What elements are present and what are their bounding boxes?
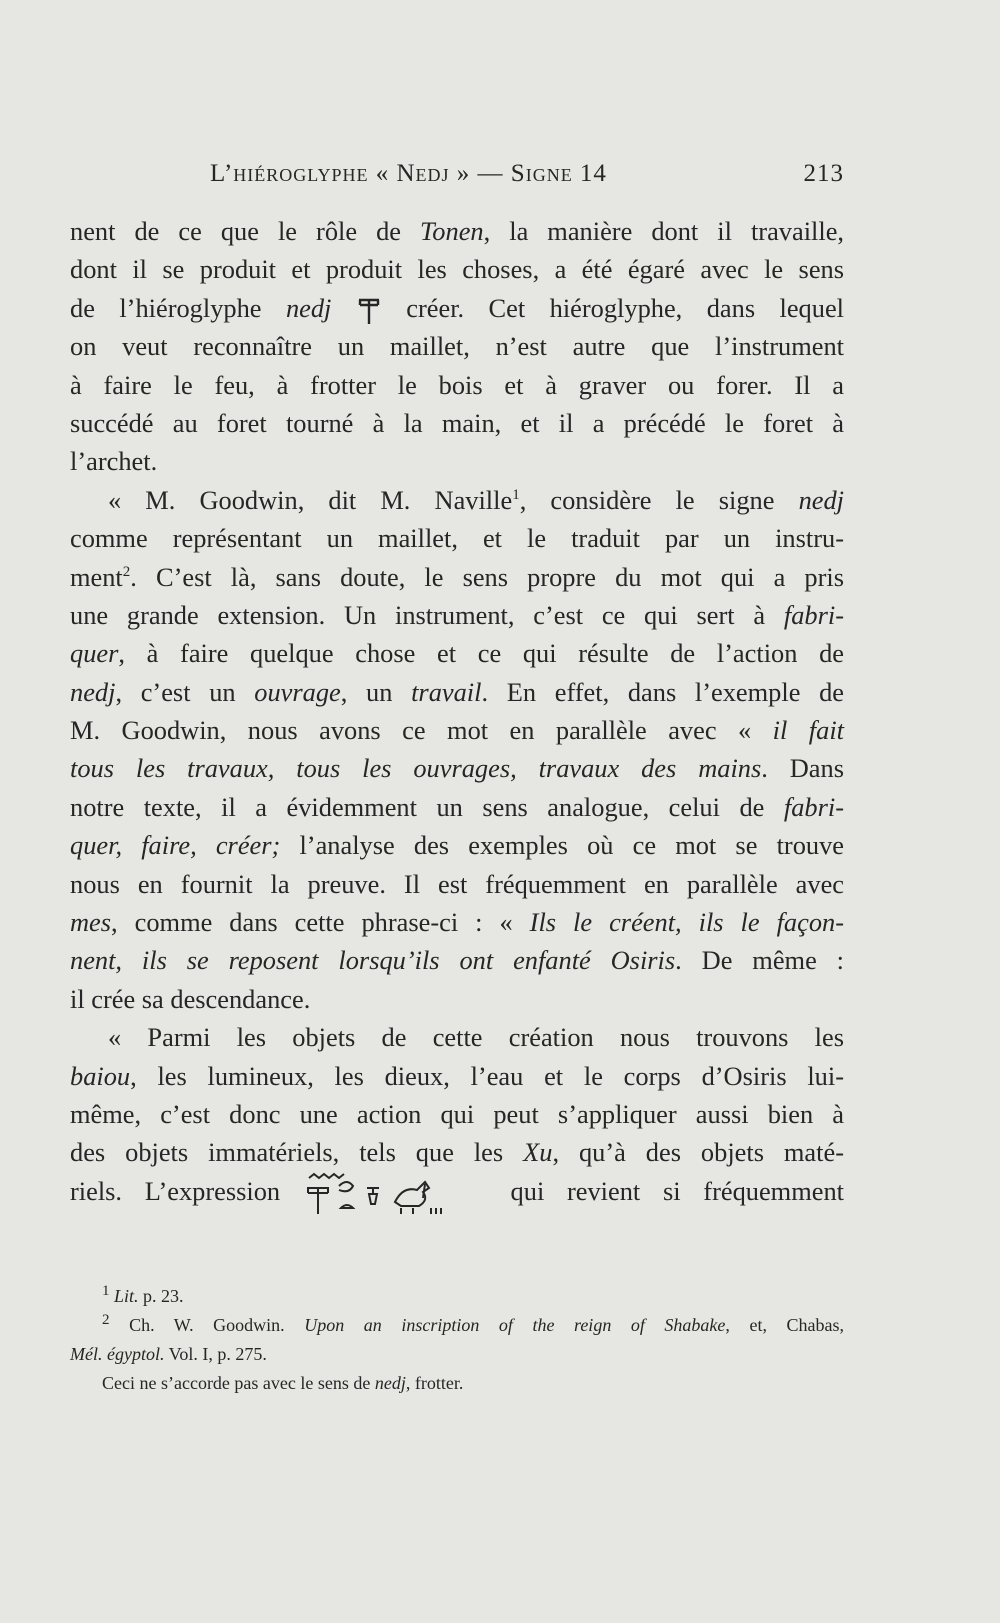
text-line: à faire le feu, à frotter le bois et à graver ou forer. Il a <box>70 369 844 400</box>
page-number: 213 <box>803 160 844 187</box>
text-line: succédé au foret tourné à la main, et il a précédé le foret à <box>70 407 844 438</box>
text-line: nedj, c’est un ouvrage, un travail. En effet, dans l’exemple de <box>70 676 844 707</box>
footnotes <box>70 1282 844 1398</box>
text-line: il crée sa descendance. <box>70 983 311 1014</box>
footnote-ref: 1 <box>512 486 520 503</box>
text-line: « M. Goodwin, dit M. Naville$^1$, considère le signe nedj <box>108 484 844 515</box>
text-line: de l’hiéroglyphe nedj créer. Cet hiéroglyphe, dans lequel <box>70 289 844 327</box>
hieroglyphic-expression-icon <box>303 1172 488 1216</box>
footnote: $^2$ Ch. W. Goodwin. Upon an inscription of the reign of Shabake, et, Chabas, <box>102 1312 844 1335</box>
nedj-hieroglyph-icon <box>356 296 382 326</box>
running-title: L’hiéroglyphe « Nedj » — Signe 14 <box>210 160 607 187</box>
text-line: riels. L’expression qui revient si fréquemment <box>70 1172 844 1210</box>
text-line: quer, faire, créer; l’analyse des exemples où ce mot se trouve <box>70 830 845 861</box>
text-line: mes, comme dans cette phrase-ci : « Ils le créent, ils le façon- <box>70 907 844 938</box>
text-line: quer, à faire quelque chose et ce qui résulte de l’action de <box>70 638 844 669</box>
text-line: une grande extension. Un instrument, c’est ce qui sert à fabri- <box>70 599 844 630</box>
text-line: même, c’est donc une action qui peut s’appliquer aussi bien à <box>70 1098 844 1129</box>
text-line: on veut reconnaître un maillet, n’est autre que l’instrument <box>70 331 844 362</box>
footnote-ref: 2 <box>122 563 131 580</box>
text-line: tous les travaux, tous les ouvrages, travaux des mains. Dans <box>70 753 844 784</box>
text-line: M. Goodwin, nous avons ce mot en parallèle avec « il fait <box>70 715 844 746</box>
text-line: nous en fournit la preuve. Il est fréquemment en parallèle avec <box>70 868 844 899</box>
text-line: nent, ils se reposent lorsqu’ils ont enfanté Osiris. De même : <box>70 945 845 976</box>
footnote: $^1$ Lit. p. 23. <box>102 1283 184 1306</box>
text-line: dont il se produit et produit les choses, a été égaré avec le sens <box>70 254 844 285</box>
text-line: des objets immatériels, tels que les Xu, qu’à des objets maté- <box>70 1137 844 1168</box>
text-line: « Parmi les objets de cette création nous trouvons les <box>108 1022 844 1053</box>
footnote-continued: Mél. égyptol. Vol. I, p. 275. <box>70 1344 267 1364</box>
footnote: Ceci ne s’accorde pas avec le sens de nedj, frotter. <box>102 1373 464 1393</box>
text-line: comme représentant un maillet, et le traduit par un instru- <box>70 523 844 554</box>
text-line: baiou, les lumineux, les dieux, l’eau et le corps d’Osiris lui- <box>70 1060 844 1091</box>
text-line: nent de ce que le rôle de Tonen, la manière dont il travaille, <box>70 216 844 246</box>
text-line: l’archet. <box>70 446 158 477</box>
text-line: notre texte, il a évidemment un sens analogue, celui de fabri- <box>70 791 844 822</box>
text-line: ment$^2$. C’est là, sans doute, le sens propre du mot qui a pris <box>70 561 844 592</box>
main-text <box>70 212 844 1210</box>
